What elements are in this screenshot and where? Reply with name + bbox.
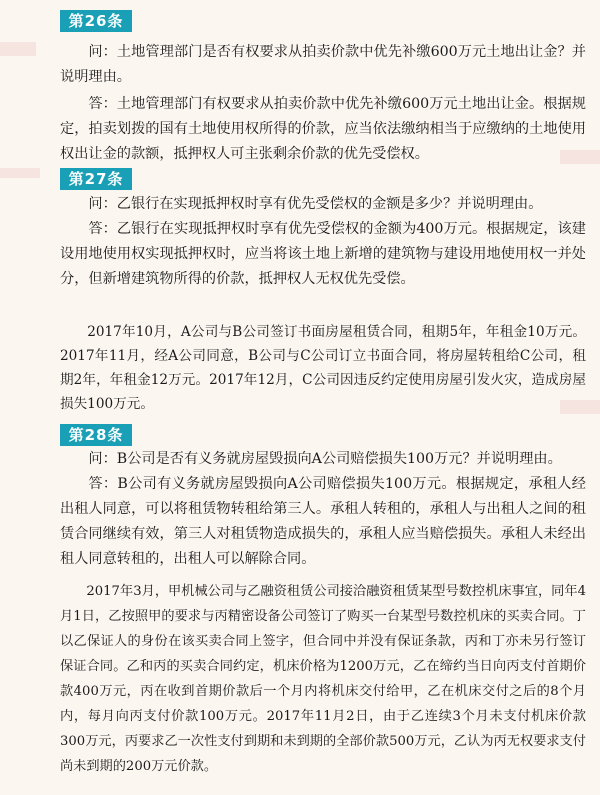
article-28-question: 问：B公司是否有义务就房屋毁损向A公司赔偿损失100万元？并说明理由。	[88, 451, 562, 467]
article-26-tag: 第26条	[60, 10, 132, 32]
case-scenario-lease: 2017年10月，A公司与B公司签订书面房屋租赁合同，租期5年，年租金10万元。2017年11月，经A公司同意，B公司与C公司订立书面合同，将房屋转租给C公司，租期2年，年租金12万元。2017年12月，C公司因违反约定使用房屋引发火灾，造成房屋损失100万元。	[60, 324, 586, 412]
article-26-answer: 答：土地管理部门有权要求从拍卖价款中优先补缴600万元土地出让金。根据规定，拍卖划拨的国有土地使用权所得的价款，应当依法缴纳相当于应缴纳的土地使用权出让金的款额，抵押权人可主张剩余价款的优先受偿权。	[60, 96, 586, 162]
article-28-tag: 第28条	[60, 424, 132, 446]
article-26-question: 问：土地管理部门是否有权要求从拍卖价款中优先补缴600万元土地出让金？并说明理由。	[60, 44, 586, 85]
article-27-question: 问：乙银行在实现抵押权时享有优先受偿权的金额是多少？并说明理由。	[88, 196, 543, 212]
case-scenario-financing-lease: 2017年3月，甲机械公司与乙融资租赁公司接洽融资租赁某型号数控机床事宜，同年4月1日，乙按照甲的要求与丙精密设备公司签订了购买一台某型号数控机床的买卖合同。丁以乙保证人的身份在该买卖合同上签字，但合同中并没有保证条款，丙和丁亦未另行签订保证合同。乙和丙的买卖合同约定，机床价格为1200万元，乙在缔约当日向丙支付首期价款400万元，丙在收到首期价款后一个月内将机床交付给甲，乙在机床交付之后的8个月内，每月向丙支付价款100万元。2017年11月2日，由于乙连续3个月未支付机床价款300万元，丙要求乙一次性支付到期和未到期的全部价款500万元，乙认为丙无权要求支付尚未到期的200万元价款。	[60, 584, 586, 774]
article-27-answer: 答：乙银行在实现抵押权时享有优先受偿权的金额为400万元。根据规定，该建设用地使用权实现抵押权时，应当将该土地上新增的建筑物与建设用地使用权一并处分，但新增建筑物所得的价款，抵押权人无权优先受偿。	[60, 221, 586, 287]
article-28-answer: 答：B公司有义务就房屋毁损向A公司赔偿损失100万元。根据规定，承租人经出租人同意，可以将租赁物转租给第三人。承租人转租的，承租人与出租人之间的租赁合同继续有效，第三人对租赁物造成损失的，承租人应当赔偿损失。承租人未经出租人同意转租的，出租人可以解除合同。	[60, 476, 586, 567]
bleed-through-mark	[0, 168, 40, 178]
bleed-through-mark	[0, 42, 36, 56]
article-27-tag: 第27条	[60, 168, 132, 190]
